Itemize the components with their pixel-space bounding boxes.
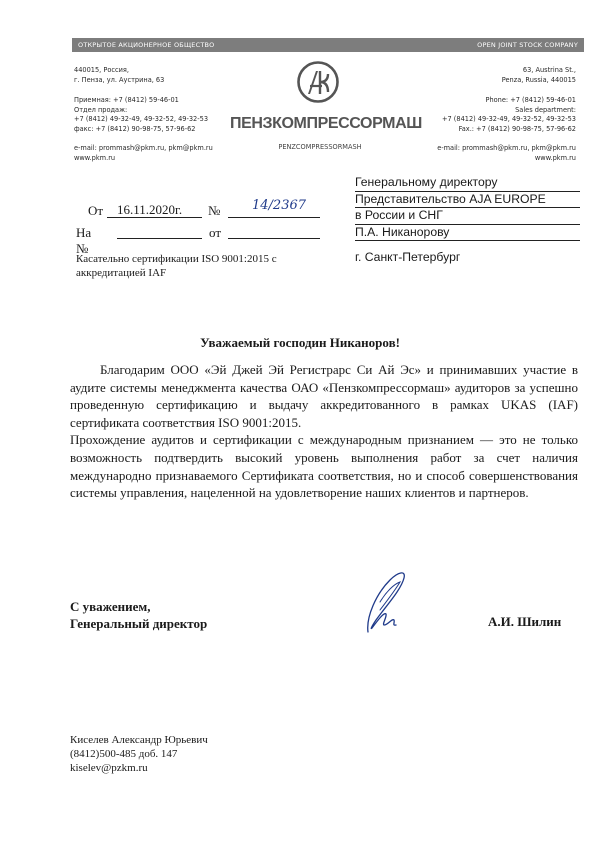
phones-en-line: Fax.: +7 (8412) 90-98-75, 57-96-62 xyxy=(458,124,576,133)
recipient-line: Генеральному директору xyxy=(355,175,580,192)
company-logo-icon xyxy=(296,60,340,104)
phones-ru xyxy=(74,96,208,134)
banner-left-text: ОТКРЫТОЕ АКЦИОНЕРНОЕ ОБЩЕСТВО xyxy=(78,41,215,49)
address-en-line: Penza, Russia, 440015 xyxy=(501,75,576,84)
number-label: № xyxy=(208,203,221,218)
phones-en-line: Phone: +7 (8412) 59-46-01 xyxy=(485,96,576,104)
body-paragraph: Прохождение аудитов и сертификации с международным признанием — это не только возможность подтвердить высокий уровень выполнения работ за счет наличия международно признаваемого Сертификата соответствия, но и способ совершенствования системы управления, нацеленной на удовлетворение наших клиентов и партнеров. xyxy=(70,432,578,501)
address-ru xyxy=(74,66,164,85)
closing-line: Генеральный директор xyxy=(70,616,208,631)
banner-right-text: OPEN JOINT STOCK COMPANY xyxy=(477,41,578,49)
contacts-ru xyxy=(74,144,213,163)
recipient-city: г. Санкт-Петербург xyxy=(355,250,461,265)
letter-body xyxy=(70,361,578,502)
recipient-line: в России и СНГ xyxy=(355,208,580,225)
website-en: www.pkm.ru xyxy=(534,153,576,162)
recipient-line: П.А. Никанорову xyxy=(355,225,580,242)
website-ru: www.pkm.ru xyxy=(74,153,116,162)
ref-from-label: от xyxy=(209,225,222,240)
company-latin-name: PENZCOMPRESSORMASH xyxy=(278,143,362,151)
executor-email: kiselev@pzkm.ru xyxy=(70,761,148,774)
from-label: От xyxy=(88,203,104,218)
email-ru: e-mail: prommash@pkm.ru, pkm@pkm.ru xyxy=(74,144,213,152)
body-paragraph: Благодарим ООО «Эй Джей Эй Регистрарс Си Ай Эс» и принимавших участие в аудите системы менеджмента качества ОАО «Пензкомпрессормаш» аудиторов за успешно проведенную сертификацию и выдачу аккредитованного в рамках UKAS (IAF) сертификата соответствия ISO 9001:2015. xyxy=(70,362,578,430)
letter-greeting: Уважаемый господин Никаноров! xyxy=(200,335,400,350)
phones-ru-line: Отдел продаж: xyxy=(74,105,128,114)
executor-phone: (8412)500-485 доб. 147 xyxy=(70,747,178,760)
number-underline xyxy=(228,217,320,218)
signature-icon xyxy=(346,562,426,642)
address-en xyxy=(502,66,576,85)
phones-ru-line: +7 (8412) 49-32-49, 49-32-52, 49-32-53 xyxy=(74,115,209,124)
ref-date-underline xyxy=(228,238,320,239)
email-en: e-mail: prommash@pkm.ru, pkm@pkm.ru xyxy=(437,144,576,152)
phones-en xyxy=(442,96,576,134)
letter-subject: Касательно сертификации ISO 9001:2015 с аккредитацией IAF xyxy=(76,253,277,279)
closing-line: С уважением, xyxy=(70,599,151,614)
recipient-line: Представительство AJA EUROPE xyxy=(355,192,580,209)
phones-en-line: Sales department: xyxy=(515,105,576,114)
letterhead-banner xyxy=(72,38,584,52)
executor-contact xyxy=(70,734,208,775)
letter-date: 16.11.2020г. xyxy=(117,202,183,217)
letter-number: 14/2367 xyxy=(252,198,307,213)
signer-name: А.И. Шилин xyxy=(488,614,562,629)
closing-block xyxy=(70,598,207,632)
contacts-en xyxy=(437,144,576,163)
phones-en-line: +7 (8412) 49-32-49, 49-32-52, 49-32-53 xyxy=(441,115,576,124)
address-ru-line: 440015, Россия, xyxy=(74,66,129,74)
phones-ru-line: факс: +7 (8412) 90-98-75, 57-96-62 xyxy=(74,124,196,133)
executor-name: Киселев Александр Юрьевич xyxy=(70,734,208,746)
address-ru-line: г. Пенза, ул. Аустрина, 63 xyxy=(74,75,165,84)
address-en-line: 63, Austrina St., xyxy=(522,66,576,74)
company-name: ПЕНЗКОМПРЕССОРМАШ xyxy=(230,115,422,132)
ref-label: На № xyxy=(76,225,92,256)
phones-ru-line: Приемная: +7 (8412) 59-46-01 xyxy=(74,96,179,104)
recipient-block xyxy=(355,175,580,266)
ref-number-underline xyxy=(117,238,202,239)
